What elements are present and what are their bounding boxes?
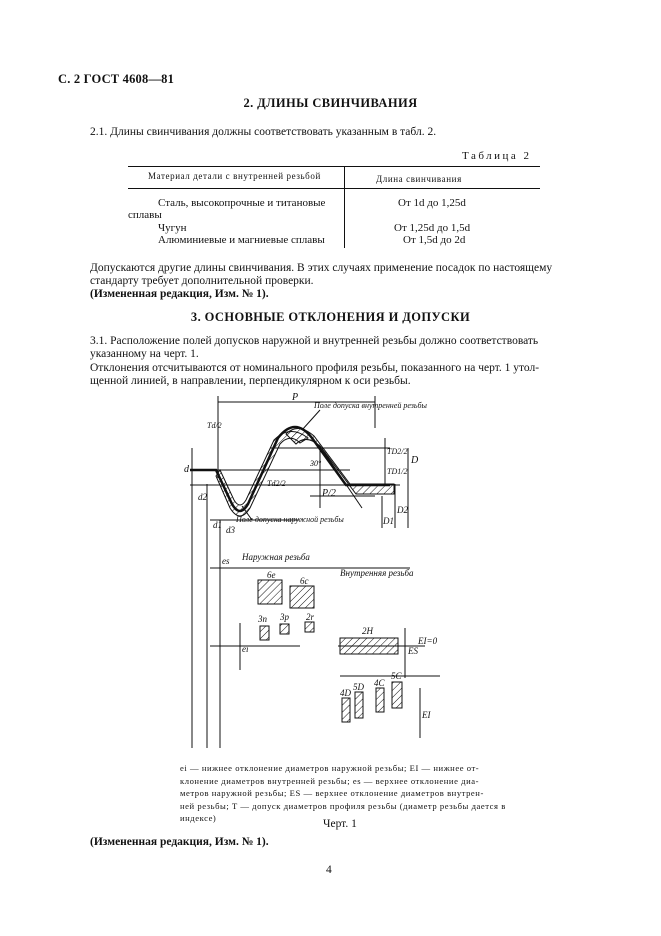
figure-caption-line: клонение диаметров внутренней резьбы; es — верхнее отклонение диа- (180, 775, 479, 786)
field-6c (290, 586, 314, 608)
section-2-title: 2. ДЛИНЫ СВИНЧИВАНИЯ (243, 96, 418, 110)
label-5D: 5D (353, 682, 364, 692)
table-cell-material: Алюминиевые и магниевые сплавы (158, 234, 325, 246)
label-P2: P/2 (322, 488, 336, 499)
label-EI0: EI=0 (418, 636, 438, 646)
label-4D: 4D (340, 688, 351, 698)
field-2H (340, 638, 398, 654)
label-4C: 4C (374, 678, 385, 688)
table-cell-material: сплавы (128, 209, 162, 221)
figure-caption-line: метров наружной резьбы; ES — верхнее отклонение диаметров внутрен- (180, 788, 484, 798)
table-cell-length: От 1,25d до 1,5d (394, 222, 471, 234)
label-3p: 3p (280, 612, 289, 622)
figure-caption-line: ei — нижнее отклонение диаметров наружной резьбы; EI — нижнее от- (180, 763, 480, 773)
label-6e: 6e (267, 570, 276, 580)
inner-tolerance-field (286, 428, 394, 494)
label-TD2: TD2/2 (387, 447, 408, 456)
label-field-inner: Поле допуска внутренней резьбы (314, 401, 427, 410)
amendment-note: (Измененная редакция, Изм. № 1). (90, 288, 269, 300)
figure-caption-line: индексе) (180, 813, 217, 823)
label-d1: d1 (213, 520, 222, 530)
table-2 (128, 166, 540, 248)
figure-caption-line: ней резьбы; T — допуск диаметров профиля резьбы (диаметр резьбы дается в (180, 800, 506, 811)
section-2-paragraph-1: 2.1. Длины свинчивания должны соответствовать указанным в табл. 2. (90, 126, 437, 138)
label-2H: 2H (362, 626, 373, 636)
label-EI: EI (422, 710, 431, 720)
label-6c: 6c (300, 576, 309, 586)
figure-label: Черт. 1 (323, 818, 357, 830)
outer-tolerance-field (216, 431, 308, 516)
table-col-header-length: Длина свинчивания (376, 174, 462, 184)
section-3-title: 3. ОСНОВНЫЕ ОТКЛОНЕНИЯ И ДОПУСКИ (190, 310, 471, 324)
table-header-rule (128, 188, 540, 189)
label-D2: D2 (397, 505, 408, 515)
table-cell-material: Чугун (158, 222, 187, 234)
label-2r: 2r (306, 612, 315, 622)
inner-field-leader (302, 410, 320, 430)
label-D1: D1 (383, 516, 394, 526)
label-angle: 30° (310, 459, 322, 468)
field-5D (355, 692, 363, 718)
label-d: d (184, 464, 189, 475)
label-Td2: Td/2 (207, 421, 222, 430)
page-header: С. 2 ГОСТ 4608—81 (58, 72, 175, 86)
field-3p (280, 624, 289, 634)
table-2-label: Таблица 2 (462, 150, 532, 162)
table-cell-material: Сталь, высокопрочные и титановые (158, 197, 326, 209)
section-3-paragraph-2: Отклонения отсчитываются от номинального профиля резьбы, показанного на черт. 1 утол- (90, 362, 540, 374)
label-field-outer: Поле допуска наружной резьбы (236, 515, 344, 524)
drawing-1 (150, 388, 590, 758)
field-6e (258, 580, 282, 604)
section-3-paragraph-2-cont: щенной линией, в направлении, перпендикулярном к оси резьбы. (90, 375, 411, 387)
field-3n (260, 626, 269, 640)
table-column-divider (344, 166, 345, 248)
label-D: D (411, 455, 419, 466)
field-5C (392, 682, 402, 708)
label-d3: d3 (226, 525, 235, 535)
label-Td2b: Td2/2 (267, 479, 286, 488)
label-d2: d2 (198, 492, 207, 502)
inner-thread-title: Внутренняя резьба (340, 568, 414, 578)
table-cell-length: От 1d до 1,25d (398, 197, 466, 209)
label-es: es (222, 556, 230, 566)
section-3-paragraph-1-cont: указанному на черт. 1. (90, 348, 199, 360)
table-cell-length: От 1,5d до 2d (403, 234, 466, 246)
label-5C: 5C (391, 671, 402, 681)
section-3-paragraph-1: 3.1. Расположение полей допусков наружной и внутренней резьбы должно соответствовать (90, 335, 539, 347)
table-col-header-material: Материал детали с внутренней резьбой (148, 171, 321, 181)
table-top-rule (128, 166, 540, 167)
field-4D (342, 698, 350, 722)
label-P: P (292, 392, 299, 403)
section-2-paragraph-2: Допускаются другие длины свинчивания. В этих случаях применение посадок по настоящему (90, 262, 553, 274)
section-2-paragraph-2-cont: стандарту требует дополнительной проверки. (90, 275, 314, 287)
amendment-note-2: (Измененная редакция, Изм. № 1). (90, 836, 269, 848)
field-4C (376, 688, 384, 712)
outer-thread-title: Наружная резьба (242, 552, 310, 562)
label-ES: ES (408, 646, 418, 656)
nominal-profile (190, 427, 390, 511)
label-TD1: TD1/2 (387, 467, 408, 476)
label-3n: 3n (258, 614, 267, 624)
field-2r (305, 622, 314, 632)
label-ei: ei (242, 644, 249, 654)
figure-caption (180, 762, 510, 825)
page-number: 4 (326, 864, 332, 876)
